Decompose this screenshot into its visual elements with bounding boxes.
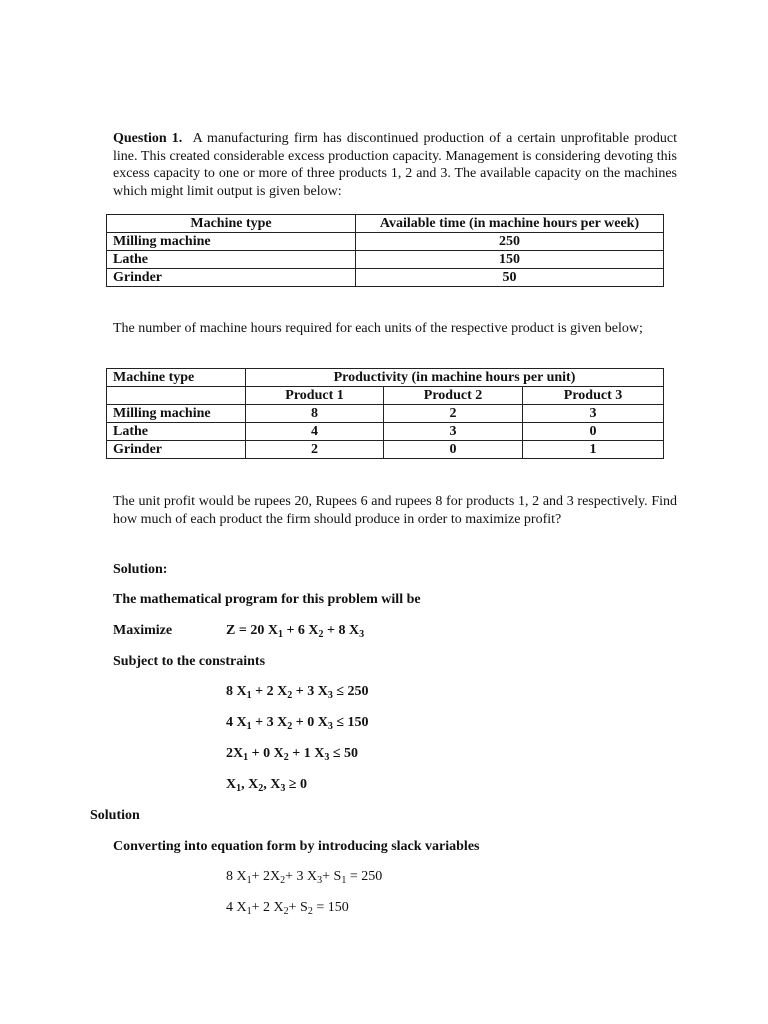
capacity-table [106,214,664,287]
table-header-cell: Machine type [107,215,356,233]
table-cell: 0 [384,441,523,459]
objective-function: Z = 20 $X_1 + 6$ $X_2 + 8$ $X_3$ [226,623,365,640]
table-cell: 8 [246,405,384,423]
question-label: Question 1. [113,131,183,146]
table-header-cell: Product 1 [246,387,384,405]
table-cell: Grinder [107,269,356,287]
table-cell [107,387,246,405]
solution2-heading: Solution [90,808,140,823]
question-paragraph [113,130,677,200]
table-cell: 2 [246,441,384,459]
table-subheader-row [107,387,664,405]
subject-to-heading: Subject to the constraints [113,654,266,669]
table-row [107,405,664,423]
constraint-lathe: 4 $X_1 + 3$ $X_2 + 0$ $X_3 \le 150$ [226,715,369,732]
table-cell: Grinder [107,441,246,459]
table-cell: 3 [523,405,664,423]
constraint-grinder: $2X_1 + 0$ $X_2 + 1$ $X_3 \le 50$ [226,746,358,763]
solution-heading: Solution: [113,562,168,577]
question-text: A manufacturing firm has discontinued production of a certain unprofitable product line. This created considerable excess production capacity. Management is considering devoting this excess capacity to one or more of three products 1, 2 and 3. The available capacity on the machines which might limit output is given below: [113,131,677,199]
table-row [107,441,664,459]
table-row [107,233,664,251]
equation-milling: 8 $X_1+ 2X_2+ 3$ $X_3+ S_1 = 250$ [226,869,383,886]
table-cell: 50 [356,269,664,287]
productivity-table [106,368,664,459]
table-cell: Lathe [107,251,356,269]
table-cell: 2 [384,405,523,423]
math-program-heading: The mathematical program for this problem will be [113,592,421,607]
table-row [107,269,664,287]
table-cell: Lathe [107,423,246,441]
table-cell: 250 [356,233,664,251]
table-header-cell: Available time (in machine hours per week) [356,215,664,233]
table-header-row [107,369,664,387]
maximize-label: Maximize [113,623,173,638]
non-negativity-constraint: $X_1$, $X_2$, $X_3 \ge 0$ [226,777,308,794]
table-header-cell: Product 3 [523,387,664,405]
table-header-row [107,215,664,233]
table-cell: 1 [523,441,664,459]
table-row [107,423,664,441]
table-header-cell: Machine type [107,369,246,387]
table-cell: Milling machine [107,233,356,251]
constraint-milling: 8 $X_1 + 2$ $X_2 + 3$ $X_3 \le 250$ [226,684,369,701]
machine-hours-paragraph: The number of machine hours required for each units of the respective product is given below; [113,321,643,336]
table-header-cell: Product 2 [384,387,523,405]
table-header-cell: Productivity (in machine hours per unit) [246,369,664,387]
table-cell: Milling machine [107,405,246,423]
table-cell: 4 [246,423,384,441]
converting-heading: Converting into equation form by introducing slack variables [113,839,480,854]
table-row [107,251,664,269]
equation-lathe: 4 $X_1+ 2$ $X_2+ S_2 = 150$ [226,900,349,917]
table-cell: 3 [384,423,523,441]
table-cell: 0 [523,423,664,441]
table-cell: 150 [356,251,664,269]
unit-profit-paragraph: The unit profit would be rupees 20, Rupees 6 and rupees 8 for products 1, 2 and 3 respectively. Find how much of each product the firm should produce in order to maximize profit? [113,494,677,527]
